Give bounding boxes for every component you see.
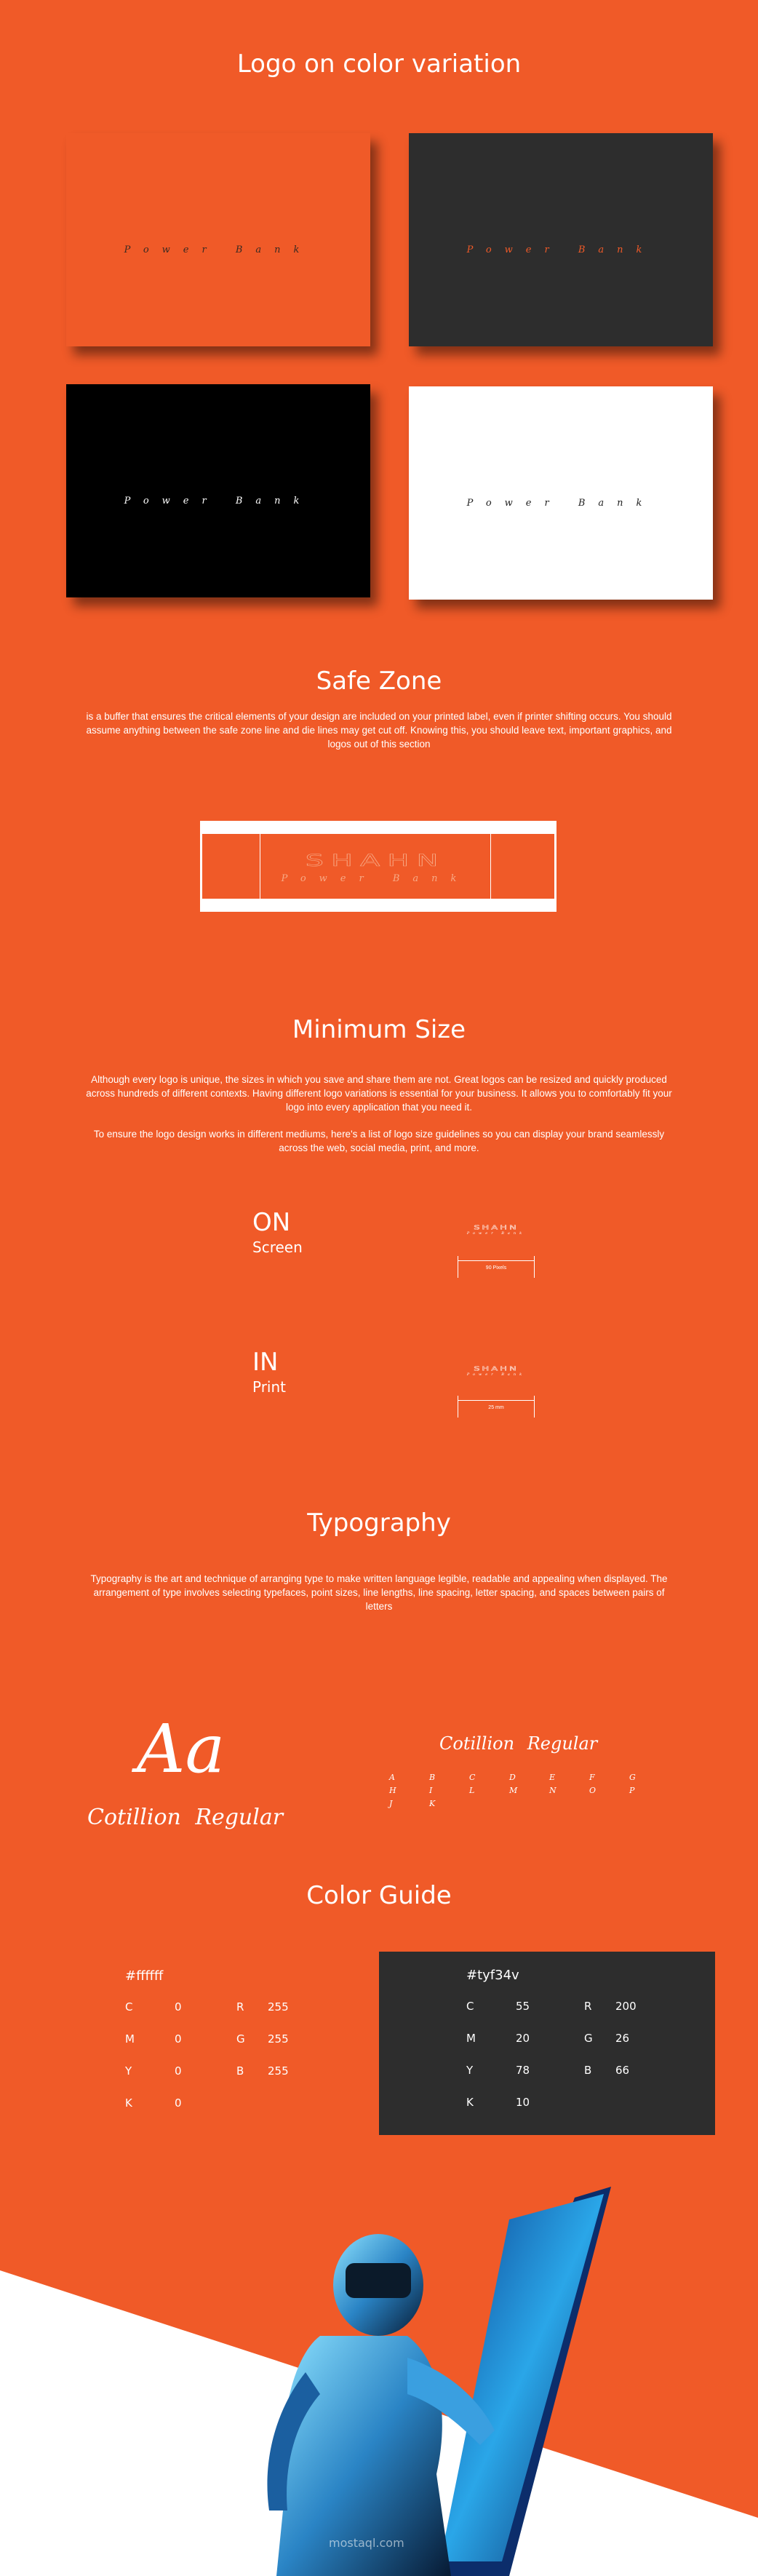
robot-scene [0, 2168, 758, 2576]
cmyk-m-label: M [125, 2032, 135, 2046]
logo-wordmark: SHAHN [305, 851, 446, 870]
safe-zone-logo [260, 844, 491, 884]
in-label: IN [252, 1348, 279, 1377]
cmyk-c-label: C [125, 2000, 133, 2014]
screen-label: Screen [252, 1239, 303, 1256]
logo-wordmark: SHAHN [474, 1366, 519, 1372]
mini-logo-screen [456, 1223, 536, 1236]
logo-subtitle: Power Bank [466, 245, 655, 255]
safe-zone-title: Safe Zone [316, 667, 442, 696]
print-label: Print [252, 1378, 287, 1396]
rgb-r-value: 255 [268, 2000, 289, 2014]
hex-code: #ffffff [125, 1968, 164, 1984]
logo-subtitle: Power Bank [124, 245, 313, 255]
logo [409, 465, 713, 509]
print-measure-ruler [458, 1396, 535, 1418]
glyph: N [549, 1786, 556, 1795]
rgb-g-label: G [584, 2032, 593, 2045]
logo-card-orange [66, 133, 370, 346]
rgb-r-value: 200 [615, 2000, 637, 2013]
logo-card-black [66, 384, 370, 597]
logo [66, 463, 370, 506]
cmyk-y-value: 78 [516, 2064, 530, 2077]
hex-code: #tyf34v [466, 1968, 519, 1983]
rgb-g-label: G [236, 2032, 245, 2046]
glyph: P [629, 1786, 635, 1795]
cmyk-c-label: C [466, 2000, 474, 2013]
glyph: K [429, 1799, 436, 1808]
font-name-small: Cotillion Regular [439, 1733, 598, 1754]
screen-measure-ruler [458, 1256, 535, 1278]
color-guide-title: Color Guide [306, 1881, 452, 1910]
glyph: O [589, 1786, 597, 1795]
glyph: G [629, 1773, 636, 1782]
glyph: C [469, 1773, 476, 1782]
color-panel-dark [379, 1952, 715, 2135]
logo [409, 212, 713, 255]
glyph: E [549, 1773, 556, 1782]
safe-zone-left [200, 821, 260, 912]
glyph: F [589, 1773, 595, 1782]
rgb-g-value: 26 [615, 2032, 630, 2045]
type-sample-aa: Aa [137, 1710, 226, 1788]
cmyk-y-label: Y [466, 2064, 474, 2077]
logo-wordmark: SHAHN [485, 220, 637, 241]
robot-visor [346, 2263, 411, 2298]
glyph: M [509, 1786, 518, 1795]
logo-subtitle: Power Bank [466, 1231, 526, 1236]
print-measure-label: 25 mm [488, 1405, 504, 1410]
rgb-b-value: 66 [615, 2064, 630, 2077]
logo-variation-title: Logo on color variation [236, 49, 522, 79]
logo-wordmark: SHAHN [474, 1225, 519, 1231]
logo-card-dark [409, 133, 713, 346]
cmyk-k-value: 0 [175, 2096, 182, 2110]
glyph: J [389, 1799, 393, 1808]
cmyk-k-value: 10 [516, 2096, 530, 2109]
cmyk-c-value: 55 [516, 2000, 530, 2013]
glyph: A [389, 1773, 395, 1782]
cmyk-k-label: K [125, 2096, 132, 2110]
glyph: L [469, 1786, 475, 1795]
rgb-r-label: R [584, 2000, 592, 2013]
logo-subtitle: Power Bank [281, 873, 470, 884]
rgb-g-value: 255 [268, 2032, 289, 2046]
robot-illustration [0, 2168, 758, 2576]
minimum-size-text-1: Although every logo is unique, the sizes in which you save and share them are not. Great logos can be resized and quickly produced across hundreds of different contexts. Having different logo variations is essential for your business. It allows you to comfortably fit your logo into every application that you need it. [86, 1074, 672, 1113]
glyph: B [429, 1773, 436, 1782]
logo-subtitle: Power Bank [466, 1372, 526, 1377]
cmyk-y-value: 0 [175, 2064, 182, 2078]
glyph: I [429, 1786, 433, 1795]
logo-wordmark: SHAHN [485, 473, 637, 494]
logo-wordmark: SHAHN [143, 220, 294, 241]
logo-subtitle: Power Bank [466, 498, 655, 509]
rgb-b-label: B [236, 2064, 244, 2078]
on-label: ON [252, 1208, 291, 1237]
cmyk-m-value: 0 [175, 2032, 182, 2046]
rgb-b-value: 255 [268, 2064, 289, 2078]
rgb-r-label: R [236, 2000, 244, 2014]
typography-title: Typography [307, 1508, 451, 1538]
font-name-large: Cotillion Regular [87, 1805, 284, 1830]
cmyk-c-value: 0 [175, 2000, 182, 2014]
cmyk-y-label: Y [125, 2064, 132, 2078]
watermark: mostaql.com [329, 2536, 404, 2550]
cmyk-k-label: K [466, 2096, 474, 2109]
minimum-size-text-2: To ensure the logo design works in different mediums, here's a list of logo size guidelines so you can display your brand seamlessly across the web, social media, print, and more. [93, 1129, 665, 1153]
rgb-b-label: B [584, 2064, 592, 2077]
logo-wordmark: SHAHN [143, 471, 294, 492]
minimum-size-title: Minimum Size [292, 1015, 466, 1044]
screen-measure-label: 90 Pixels [485, 1265, 507, 1271]
glyph: D [509, 1773, 516, 1782]
cmyk-m-label: M [466, 2032, 476, 2045]
glyph: H [389, 1786, 396, 1795]
typography-text: Typography is the art and technique of arranging type to make written language legible, readable and appealing when displayed. The arrangement of type involves selecting typefaces, point sizes, line lengths, line spacing, letter spacing, and spaces between pairs of letters [90, 1573, 668, 1612]
safe-zone-text: is a buffer that ensures the critical elements of your design are included on your printed label, even if printer shifting occurs. You should assume anything between the safe zone line and die lines may get cut off. Knowing this, you should leave text, important graphics, and logos out of this section [86, 711, 672, 750]
cmyk-m-value: 20 [516, 2032, 530, 2045]
logo-subtitle: Power Bank [124, 496, 313, 506]
logo [66, 212, 370, 255]
mini-logo-print [456, 1364, 536, 1377]
logo-card-white [409, 386, 713, 600]
